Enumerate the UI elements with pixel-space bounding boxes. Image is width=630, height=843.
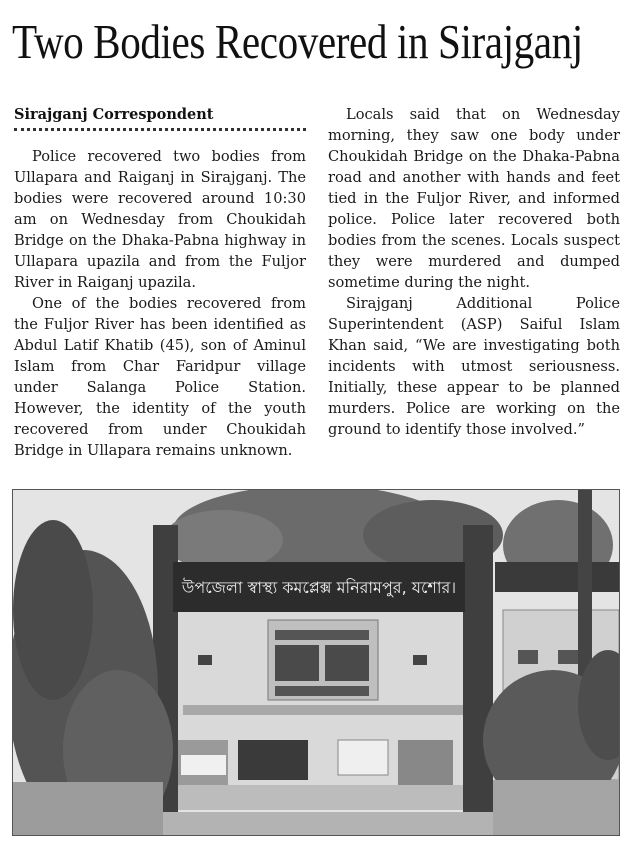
- article-paragraph-1: Police recovered two bodies from Ullapara and Raiganj in Sirajganj. The bodies were recovered around 10:30 am on Wednesday from Choukidah Bridge on the Dhaka-Pabna highway in Ullapara upazila and from the Fuljor River in Raiganj upazila.: [14, 148, 306, 291]
- boundary-wall-right: [493, 780, 619, 835]
- road: [163, 812, 493, 835]
- article-column-left: [14, 146, 306, 461]
- byline: Sirajganj Correspondent: [14, 106, 214, 123]
- article-photo: [12, 489, 620, 836]
- gate-pillar-right: [463, 525, 493, 825]
- article-paragraph-3: Locals said that on Wednesday morning, they saw one body under Choukidah Bridge on the Dhaka-Pabna road and another with hands and feet tied in the Fuljor River, and informed police. Police later recovered both bodies from the scenes. Locals suspect they were murdered and dumped sometime during the night.: [328, 106, 620, 291]
- byline-divider: [14, 128, 306, 135]
- gate-sign-text: উপজেলা স্বাস্থ্য কমপ্লেক্স মনিরামপুর, যশোর।: [181, 578, 457, 597]
- building: [173, 605, 473, 810]
- article-paragraph-2: One of the bodies recovered from the Fuljor River has been identified as Abdul Latif Khatib (45), son of Aminul Islam from Char Faridpur village under Salanga Police Station. However, the identity of the youth recovered from under Choukidah Bridge in Ullapara remains unknown.: [14, 295, 306, 459]
- article-column-right: [328, 104, 620, 440]
- boundary-wall-left: [13, 782, 163, 835]
- article-paragraph-4: Sirajganj Additional Police Superintendent (ASP) Saiful Islam Khan said, “We are investigating both incidents with utmost seriousness. Initially, these appear to be planned murders. Police are working on the ground to identify those involved.”: [328, 295, 620, 438]
- headline: Two Bodies Recovered in Sirajganj: [12, 14, 583, 69]
